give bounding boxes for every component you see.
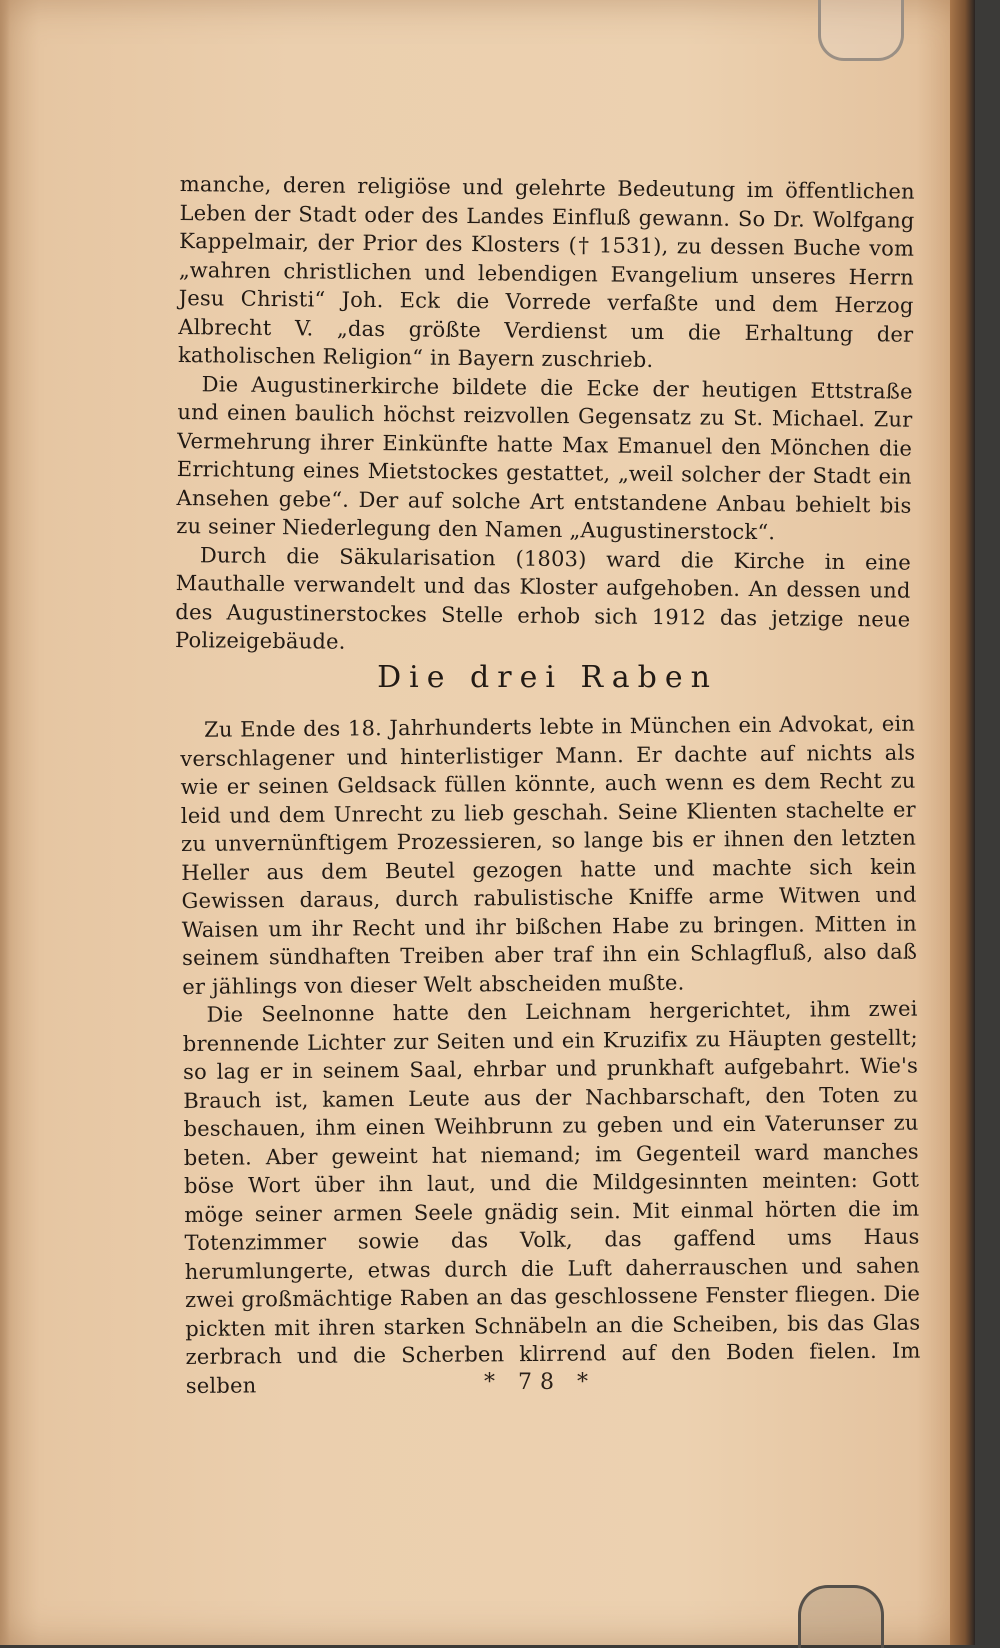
page-tab-marker <box>818 0 904 61</box>
paragraph-seelnonne: Die Seelnonne hatte den Leichnam hergerichtet, ihm zwei brennende Lichter zur Seiten und ein Kruzifix zu Häupten gestellt; so lag er in seinem Saal, ehrbar und prunkhaft aufgebahrt. Wie's Brauch ist, kamen Leute aus der Nachbarschaft, den Toten zu beschauen, ihm einen Weihbrunn zu geben und ein Vaterunser zu beten. Aber geweint hat niemand; im Gegenteil ward manches böse Wort über ihn laut, und die Mildgesinnten meinten: Gott möge seiner armen Seele gnädig sein. Mit einmal hörten die im Totenzimmer sowie das Volk, das gaffend ums Haus herumlungerte, etwas durch die Luft daherrauschen und sahen zwei großmächtige Raben an das geschlossene Fenster fliegen. Die pickten mit ihren starken Schnäbeln an die Scheiben, bis das Glas zerbrach und die Scherben klirrend auf den Boden fielen. Im selben <box>182 996 921 1398</box>
page-left-edge <box>0 0 10 1645</box>
chapter-title: Die drei Raben <box>377 660 718 695</box>
chapter-body <box>180 710 921 1400</box>
paragraph-kappelmair: manche, deren religiöse und gelehrte Bedeutung im öffentlichen Leben der Stadt oder des Landes Einfluß gewann. So Dr. Wolfgang Kappelmair, der Prior des Klosters († 1531), zu dessen Buche vom „wahren christlichen und lebendigen Evangelium unseres Herrn Jesu Christi“ Joh. Eck die Vorrede verfaßte und dem Herzog Albrecht V. „das größte Verdienst um die Erhaltung der katholischen Religion“ in Bayern zuschrieb. <box>177 171 915 372</box>
paragraph-saekularisation: Durch die Säkularisation (1803) ward die Kirche in eine Mauthalle verwandelt und das Kloster aufgehoben. An dessen und des Augustinerstockes Stelle erhob sich 1912 das jetzige neue Polizeigebäude. <box>174 542 912 654</box>
page-clip-marker <box>798 1585 884 1648</box>
continued-section <box>175 170 915 662</box>
paragraph-augustinerkirche: Die Augustinerkirche bildete die Ecke der heutigen Ettstraße und einen baulich höchst reizvollen Gegensatz zu St. Michael. Zur Vermehrung ihrer Einkünfte hatte Max Emanuel den Mönchen die Errichtung eines Mietstockes gestattet, „weil solcher der Stadt ein Ansehen gebe“. Der auf solche Art entstandene Anbau behielt bis zu seiner Niederlegung den Namen „Augustinerstock“. <box>176 371 913 545</box>
paragraph-advokat: Zu Ende des 18. Jahrhunderts lebte in München ein Advokat, ein verschlagener und hinterlistiger Mann. Er dachte auf nichts als wie er seinen Geldsack füllen könnte, auch wenn es dem Recht zu leid und dem Unrecht zu lieb geschah. Seine Klienten stachelte er zu unvernünftigem Prozessieren, so lange bis er ihnen den letzten Heller aus dem Beutel gezogen hatte und machte sich kein Gewissen daraus, durch rabulistische Kniffe arme Witwen und Waisen um ihr Recht und ihr bißchen Habe zu bringen. Mitten in seinem sündhaften Treiben aber traf ihn ein Schlagfluß, also daß er jählings von dieser Welt abscheiden mußte. <box>180 711 918 999</box>
book-spine-edge <box>950 0 975 1645</box>
page-number: * 78 * <box>484 1370 596 1395</box>
